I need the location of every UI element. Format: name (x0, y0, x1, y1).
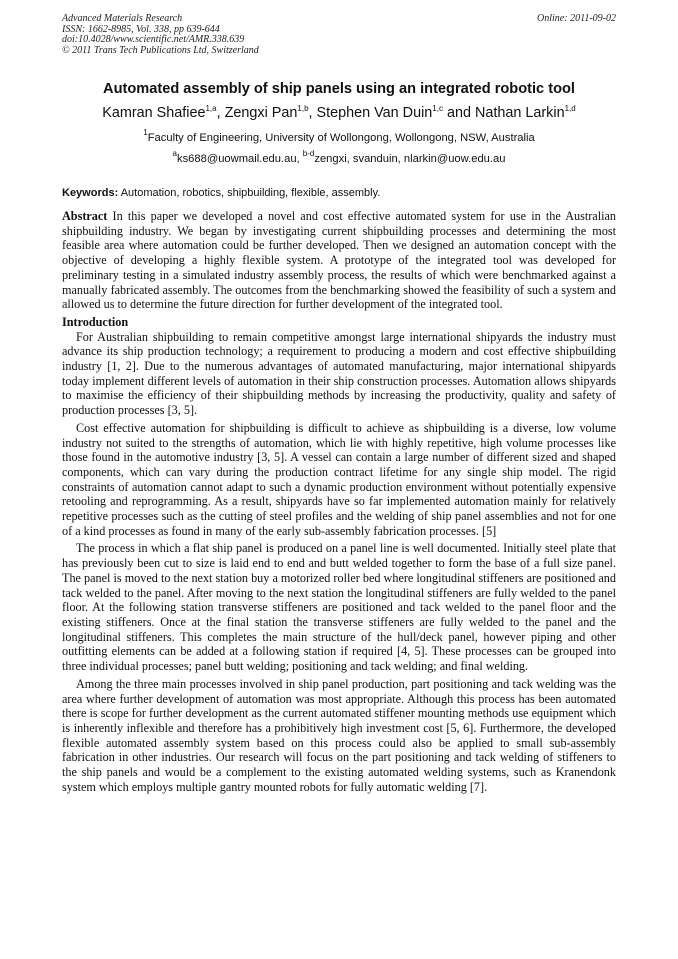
paper-body (62, 209, 616, 797)
introduction-paragraph: Cost effective automation for shipbuilding is difficult to achieve as shipbuilding is a diverse, low volume industry not suited to the strengths of automation, which lie with highly repetitive, high volume processes like those found in the automotive industry [3, 5]. A vessel can contain a large number of different sized and shaped components, which can vary during the production contract lifetime for any single ship model. The rigid constraints of automation cannot adapt to such a dynamic production environment without potentially expensive retooling and reprogramming. As a result, shipyards have so far implemented automation mainly for relatively repetitive processes such as the cutting of steel profiles and the welding of ship panel assemblies and not for one of a kind processes as found in many of the early sub-assembly fabrication processes. [5] (62, 420, 616, 538)
author-affiliation-mark: 1,a (205, 104, 217, 113)
author-affiliation-mark: 1,d (564, 104, 576, 113)
journal-doi: doi:10.4028/www.scientific.net/AMR.338.639 (62, 34, 245, 46)
keywords-label: Keywords: (62, 187, 119, 199)
author-separator: and (442, 105, 475, 121)
affiliation-text: Faculty of Engineering, University of Wollongong, Wollongong, NSW, Australia (147, 132, 535, 144)
affiliation-mark: 1 (143, 128, 148, 137)
abstract-text: In this paper we developed a novel and cost effective automated system for use in the Australian shipbuilding industry. We began by investigating current shipbuilding processes and determining the most feasible area where automation could be further developed. Then we designed an automation concept with the objective of developing a highly flexible system. A prototype of the integrated tool was developed for preliminary testing in a simulated industry assembly process, the results of which were benchmarked against a manually fabricated assembly. The outcomes from the benchmarking showed the feasibility of such a system and allowed us to determine the future direction for further development of the integrated tool. (62, 209, 616, 312)
email-mark-a: a (172, 149, 177, 158)
affiliation (0, 128, 678, 144)
author-emails (0, 149, 678, 165)
journal-issn: ISSN: 1662-8985, Vol. 338, pp 639-644 (62, 23, 220, 35)
author-affiliation-mark: 1,c (432, 104, 443, 113)
introduction-paragraph: For Australian shipbuilding to remain competitive amongst large international shipyards the industry must advance its ship production technology; a requirement to producing a modern and cost effective shipbuilding industry [1, 2]. Due to the numerous advantages of automated manufacturing, major international shipyards today implement different levels of automation in their ship construction processes. Automation allows shipyards to maximise the efficiency of their shipbuilding methods by increasing the productivity, quality and safety of production processes [3, 5]. (62, 329, 616, 418)
author-list (0, 105, 678, 121)
abstract-label: Abstract (62, 209, 108, 223)
email-b: zengxi, svanduin, nlarkin@uow.edu.au (314, 153, 506, 165)
journal-copyright: © 2011 Trans Tech Publications Ltd, Switzerland (62, 44, 259, 56)
journal-header (62, 14, 616, 56)
introduction-heading: Introduction (62, 314, 129, 329)
email-mark-b: b-d (302, 149, 315, 158)
introduction-paragraph: The process in which a flat ship panel is produced on a panel line is well documented. Initially steel plate that has previously been cut to size is laid end to end and butt welded together to form the base of a full size panel. The panel is moved to the next station buy a motorized roller bed where longitudinal stiffeners are positioned and tack welded to the panel. After moving to the next station the longitudinal stiffeners are fully welded to the panel floor. At the following station transverse stiffeners are positioned and tack welded to the panel floor and the existing stiffeners. Once at the final station the transverse stiffeners are fully welded to the panel and the longitudinal stiffeners. This completes the main structure of the hull/deck panel, however piping and other outfitting elements can be added at a following station if required [4, 5]. These processes can be grouped into three individual processes; panel butt welding; positioning and tack welding; and final welding. (62, 541, 616, 674)
author-name: Zengxi Pan (224, 105, 298, 121)
author-name: Stephen Van Duin (316, 105, 433, 121)
author-separator: , (308, 105, 317, 121)
online-date: Online: 2011-09-02 (537, 13, 616, 24)
author-name: Nathan Larkin (474, 105, 565, 121)
paper-title: Automated assembly of ship panels using an integrated robotic tool (103, 81, 575, 97)
keywords-text: Automation, robotics, shipbuilding, flexible, assembly. (118, 187, 381, 199)
keywords (62, 187, 616, 199)
journal-name: Advanced Materials Research (62, 13, 183, 24)
introduction-paragraph: Among the three main processes involved in ship panel production, part positioning and tack welding was the area where further development of automation was most appropriate. Although this process has been automated there is scope for further development as the current automated stiffener mounting methods use equipment which is inherently inflexible and therefore has a prohibitively high investment cost [5, 6]. Furthermore, the developed flexible automated assembly system based on this process could also be applied to small sub-assembly fabrication in other industries. Our research will focus on the part positioning and tack welding of stiffeners to the ship panels and would be a complement to the existing automated welding systems, such as Kranendonk system which employs multiple gantry mounted robots for fully automatic welding [7]. (62, 676, 616, 794)
author-affiliation-mark: 1,b (297, 104, 309, 113)
author-name: Kamran Shafiee (102, 105, 206, 121)
abstract (62, 209, 616, 312)
author-separator: , (216, 105, 225, 121)
email-a: ks688@uowmail.edu.au, (176, 153, 303, 165)
